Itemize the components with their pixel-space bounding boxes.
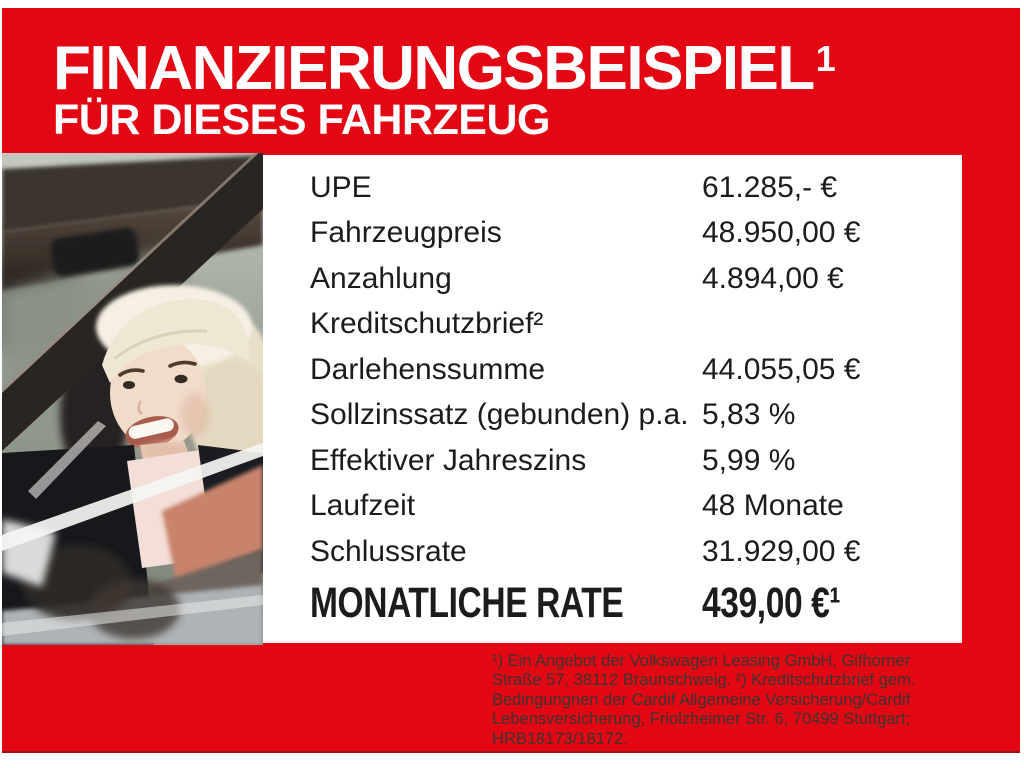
monthly-rate-label: MONATLICHE RATE: [310, 579, 624, 627]
monthly-rate-row: [310, 579, 962, 629]
table-row: [310, 302, 962, 348]
row-label: Anzahlung: [310, 261, 452, 295]
table-row: [310, 438, 962, 484]
monthly-rate-value: 439,00 €¹: [702, 579, 841, 627]
row-label: UPE: [310, 170, 372, 204]
table-row: [310, 165, 962, 211]
row-value: 4.894,00 €: [702, 261, 844, 295]
legal-footnote: ¹) Ein Angebot der Volkswagen Leasing GmbH, Gifhorner Straße 57, 38112 Braunschweig. ²) Kreditschutzbrief gem. Bedingungnen der Cardif Allgemeine Versicherung/Cardif Lebensversicherung, Friolzheimer Str. 6, 70499 Stuttgart; HRB18173/18172.: [492, 652, 916, 748]
table-row: [310, 256, 962, 302]
row-value: 44.055,05 €: [702, 352, 861, 386]
row-value: 48.950,00 €: [702, 216, 861, 250]
row-value: 48 Monate: [702, 489, 844, 523]
table-row: [310, 347, 962, 393]
row-label: Laufzeit: [310, 489, 416, 523]
row-value: 61.285,- €: [702, 170, 838, 204]
finance-table-panel: [263, 155, 962, 643]
table-row: [310, 529, 962, 575]
row-value: 5,99 %: [702, 443, 796, 477]
table-row: [310, 393, 962, 439]
vehicle-photo: [2, 153, 263, 645]
header: [53, 30, 835, 144]
row-label: Sollzinssatz (gebunden) p.a.: [310, 398, 689, 432]
row-label: Darlehenssumme: [310, 352, 546, 386]
row-label: Schlussrate: [310, 534, 467, 568]
row-label: Kreditschutzbrief²: [310, 307, 544, 341]
title-footnote-marker: 1: [815, 38, 835, 79]
row-value: 5,83 %: [702, 398, 796, 432]
woman-in-car-illustration: [2, 153, 263, 645]
page-title: [53, 30, 835, 103]
page-subtitle: FÜR DIESES FAHRZEUG: [53, 96, 550, 144]
page-title-text: FINANZIERUNGSBEISPIEL: [53, 34, 814, 103]
table-row: [310, 484, 962, 530]
table-row: [310, 211, 962, 257]
row-label: Effektiver Jahreszins: [310, 443, 587, 477]
row-label: Fahrzeugpreis: [310, 216, 502, 250]
row-value: 31.929,00 €: [702, 534, 861, 568]
